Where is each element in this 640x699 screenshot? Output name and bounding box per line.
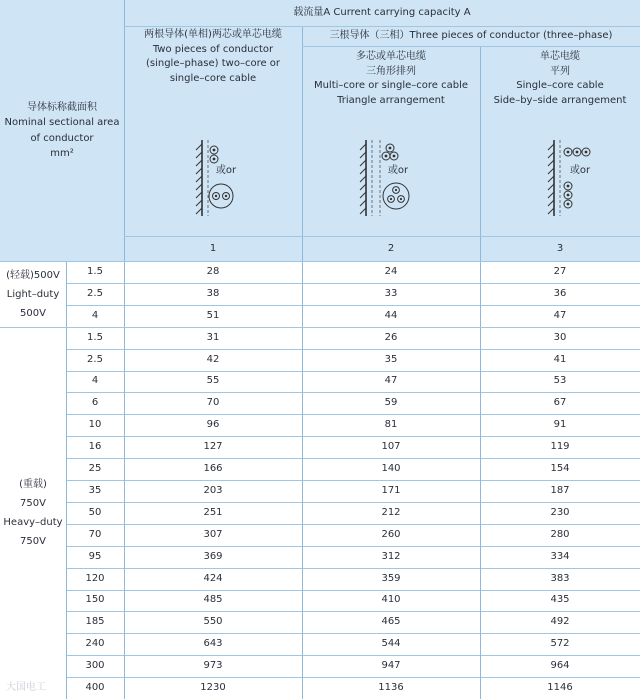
size-cell: 16 <box>88 441 102 453</box>
size-cell: 10 <box>88 419 102 431</box>
capacity-col3-cell: 41 <box>553 353 567 365</box>
col-number-3: 3 <box>480 236 640 261</box>
capacity-col2-cell: 33 <box>384 287 398 299</box>
size-cell: 240 <box>85 638 105 650</box>
capacity-col2-cell: 107 <box>381 441 401 453</box>
capacity-col3-cell: 435 <box>550 594 570 606</box>
capacity-col2-cell: 465 <box>381 616 401 628</box>
or-label-3: 或or <box>569 165 591 176</box>
capacity-col3-cell: 964 <box>550 660 570 672</box>
size-cell: 1.5 <box>87 265 103 277</box>
capacity-col1-cell: 31 <box>206 331 220 343</box>
capacity-col1-cell: 485 <box>203 594 223 606</box>
col-number-1: 1 <box>124 236 302 261</box>
grid-line <box>124 26 640 27</box>
capacity-col2-cell: 47 <box>384 375 398 387</box>
capacity-col2-cell: 171 <box>381 484 401 496</box>
grid-line <box>66 611 640 612</box>
capacity-col2-cell: 312 <box>381 550 401 562</box>
capacity-col1-cell: 127 <box>203 441 223 453</box>
grid-line <box>66 546 640 547</box>
triangle-arrangement-diagram <box>352 138 422 218</box>
header-top-title: 载流量A Current carrying capacity A <box>124 0 640 26</box>
grid-line <box>66 480 640 481</box>
grid-line <box>66 349 640 350</box>
header-side-by-side: 单芯电缆 平列 Single–core cable Side–by–side arrangement <box>480 46 640 236</box>
capacity-col3-cell: 280 <box>550 528 570 540</box>
capacity-col1-cell: 424 <box>203 572 223 584</box>
two-conductor-diagram <box>188 138 248 218</box>
or-label-1: 或or <box>215 165 237 176</box>
capacity-col2-cell: 35 <box>384 353 398 365</box>
grid-line <box>66 305 640 306</box>
col-number-2: 2 <box>302 236 480 261</box>
capacity-col1-cell: 973 <box>203 660 223 672</box>
grid-line <box>66 633 640 634</box>
grid-line <box>66 458 640 459</box>
capacity-col1-cell: 251 <box>203 506 223 518</box>
capacity-col2-cell: 24 <box>384 265 398 277</box>
header-single-phase: 两根导体(单相)两芯或单芯电缆 Two pieces of conductor (single–phase) two–core or single–core cable <box>124 26 302 236</box>
grid-line <box>66 283 640 284</box>
capacity-col2-cell: 26 <box>384 331 398 343</box>
capacity-col2-cell: 260 <box>381 528 401 540</box>
watermark: 大国电工 <box>6 682 46 693</box>
size-cell: 2.5 <box>87 287 103 299</box>
capacity-col3-cell: 1146 <box>547 682 573 694</box>
grid-line <box>124 236 640 237</box>
size-cell: 120 <box>85 572 105 584</box>
capacity-col1-cell: 1230 <box>200 682 226 694</box>
grid-line <box>66 392 640 393</box>
capacity-col1-cell: 550 <box>203 616 223 628</box>
header-triangle: 多芯或单芯电缆 三角形排列 Multi–core or single–core cable Triangle arrangement <box>302 46 480 236</box>
size-cell: 185 <box>85 616 105 628</box>
side-by-side-diagram <box>540 138 600 218</box>
capacity-col2-cell: 947 <box>381 660 401 672</box>
capacity-col1-cell: 369 <box>203 550 223 562</box>
size-cell: 4 <box>91 309 99 321</box>
size-cell: 95 <box>88 550 102 562</box>
grid-line <box>66 568 640 569</box>
capacity-col3-cell: 27 <box>553 265 567 277</box>
capacity-col3-cell: 53 <box>553 375 567 387</box>
capacity-col2-cell: 410 <box>381 594 401 606</box>
size-cell: 6 <box>91 397 99 409</box>
capacity-col1-cell: 42 <box>206 353 220 365</box>
grid-line <box>0 261 640 262</box>
grid-line <box>66 677 640 678</box>
capacity-col2-cell: 81 <box>384 419 398 431</box>
or-label-2: 或or <box>387 165 409 176</box>
capacity-col1-cell: 166 <box>203 463 223 475</box>
grid-line <box>302 46 640 47</box>
size-cell: 70 <box>88 528 102 540</box>
grid-line <box>66 414 640 415</box>
grid-line <box>480 46 481 699</box>
header-three-phase: 三根导体（三相）Three pieces of conductor (three–phase) <box>302 26 640 46</box>
capacity-col2-cell: 544 <box>381 638 401 650</box>
capacity-col3-cell: 154 <box>550 463 570 475</box>
grid-line <box>66 524 640 525</box>
size-cell: 4 <box>91 375 99 387</box>
capacity-col1-cell: 28 <box>206 265 220 277</box>
capacity-col3-cell: 119 <box>550 441 570 453</box>
grid-line <box>0 327 640 328</box>
capacity-col3-cell: 30 <box>553 331 567 343</box>
size-cell: 25 <box>88 463 102 475</box>
capacity-col1-cell: 307 <box>203 528 223 540</box>
grid-line <box>66 371 640 372</box>
group-light-duty: (轻载)500V Light–duty 500V <box>6 269 60 319</box>
size-cell: 400 <box>85 682 105 694</box>
capacity-col3-cell: 383 <box>550 572 570 584</box>
grid-line <box>66 590 640 591</box>
capacity-col1-cell: 203 <box>203 484 223 496</box>
capacity-col2-cell: 1136 <box>378 682 404 694</box>
capacity-col3-cell: 36 <box>553 287 567 299</box>
capacity-col3-cell: 572 <box>550 638 570 650</box>
size-cell: 300 <box>85 660 105 672</box>
size-cell: 50 <box>88 506 102 518</box>
capacity-col3-cell: 47 <box>553 309 567 321</box>
grid-line <box>66 502 640 503</box>
size-cell: 35 <box>88 484 102 496</box>
size-cell: 1.5 <box>87 331 103 343</box>
capacity-col1-cell: 70 <box>206 397 220 409</box>
capacity-col2-cell: 59 <box>384 397 398 409</box>
group-heavy-duty: (重载) 750V Heavy–duty 750V <box>3 479 63 547</box>
grid-line <box>66 436 640 437</box>
capacity-col3-cell: 334 <box>550 550 570 562</box>
capacity-col3-cell: 67 <box>553 397 567 409</box>
size-cell: 150 <box>85 594 105 606</box>
header-nominal-area: 导体标称截面积 Nominal sectional area of conductor mm² <box>0 0 124 261</box>
capacity-col1-cell: 51 <box>206 309 220 321</box>
capacity-col2-cell: 212 <box>381 506 401 518</box>
size-cell: 2.5 <box>87 353 103 365</box>
capacity-col1-cell: 643 <box>203 638 223 650</box>
grid-line <box>124 0 125 261</box>
grid-line <box>66 655 640 656</box>
capacity-col2-cell: 44 <box>384 309 398 321</box>
capacity-col3-cell: 492 <box>550 616 570 628</box>
capacity-col1-cell: 38 <box>206 287 220 299</box>
capacity-col3-cell: 91 <box>553 419 567 431</box>
capacity-col1-cell: 96 <box>206 419 220 431</box>
capacity-col3-cell: 187 <box>550 484 570 496</box>
capacity-col2-cell: 140 <box>381 463 401 475</box>
capacity-col2-cell: 359 <box>381 572 401 584</box>
capacity-col3-cell: 230 <box>550 506 570 518</box>
grid-line <box>302 26 303 699</box>
capacity-col1-cell: 55 <box>206 375 220 387</box>
